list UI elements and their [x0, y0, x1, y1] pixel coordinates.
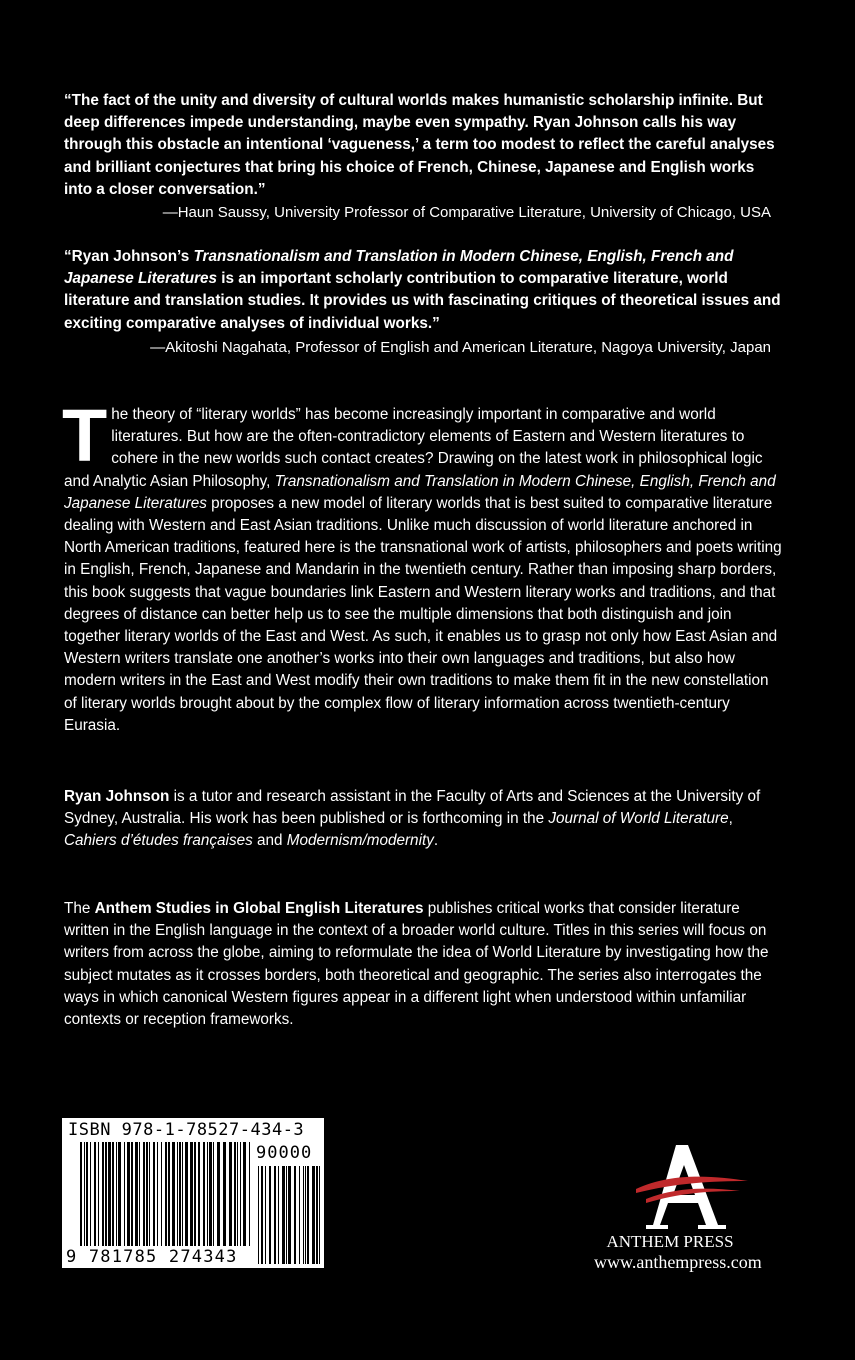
- barcode-bar: [237, 1142, 238, 1246]
- quote-nagahata-open: “Ryan Johnson’s: [64, 248, 194, 265]
- barcode-bar: [243, 1142, 246, 1246]
- barcode-bar: [299, 1166, 300, 1264]
- barcode-bar: [86, 1142, 88, 1246]
- barcode-bar: [198, 1142, 200, 1246]
- book-description: [62, 394, 784, 737]
- publisher-url[interactable]: www.anthempress.com: [594, 1252, 762, 1272]
- barcode-bar: [265, 1166, 266, 1264]
- barcode-bar: [105, 1142, 107, 1246]
- barcode-bar: [278, 1166, 279, 1264]
- barcode-bar: [116, 1142, 117, 1246]
- barcode-bar: [249, 1142, 250, 1246]
- barcode-bar: [94, 1142, 96, 1246]
- author-bio-end: .: [433, 832, 439, 850]
- series-description: [64, 898, 784, 1031]
- drop-cap: T: [62, 394, 108, 477]
- barcode-bar: [240, 1142, 241, 1246]
- author-bio-text: is a tutor and research assistant in the Faculty of Arts and Sciences at the University of Sydney, Australia. His work has been published or is forthcoming in the: [64, 788, 761, 828]
- barcode-bar: [172, 1142, 175, 1246]
- barcode-bar: [288, 1166, 291, 1264]
- barcode-bar: [165, 1142, 167, 1246]
- barcode-bar: [203, 1142, 205, 1246]
- book-description-part1: he theory of “literary worlds” has become increasingly important in comparative and world literatures. But how are the often-contradictory elements of Eastern and Western literatures to cohere in the new worlds such contact creates? Drawing on the latest work in philosophical logic and Analytic Asian Philosophy,: [64, 406, 763, 490]
- barcode-bar: [108, 1142, 111, 1246]
- barcode-bar: [312, 1166, 315, 1264]
- book-description-part2: proposes a new model of literary worlds that is best suited to comparative literature dealing with Western and East Asian traditions. Unlike much discussion of world literature anchored in North American traditions, featured here is the transnational work of artists, philosophers and poets writing in English, French, Japanese and Mandarin in the twentieth century. Rather than imposing sharp borders, this book suggests that vague boundaries link Eastern and Western literary works and traditions, and that degrees of distance can better help us to see the multiple dimensions that both distinguish and join together literary worlds of the East and West. As such, it enables us to grasp not only how East Asian and Western writers translate one another’s works into their own languages and traditions, but also how modern writers in the East and West modify their own traditions to make them fit in the new constellation of literary worlds brought about by the complex flow of literary information across twentieth-century Eurasia.: [64, 494, 782, 734]
- barcode-bar: [282, 1166, 285, 1264]
- barcode-bar: [143, 1142, 145, 1246]
- price-code: 90000: [256, 1143, 313, 1163]
- quote-nagahata-attribution: —Akitoshi Nagahata, Professor of English and American Literature, Nagoya University, Japan: [150, 339, 771, 356]
- barcode-bar: [153, 1142, 155, 1246]
- barcode-bar: [316, 1166, 318, 1264]
- barcode-bar: [209, 1142, 212, 1246]
- isbn-label: ISBN 978-1-78527-434-3: [68, 1120, 305, 1140]
- barcode-bar: [102, 1142, 104, 1246]
- barcode-bar: [118, 1142, 121, 1246]
- barcode-bar: [135, 1142, 138, 1246]
- barcode-bar: [161, 1142, 162, 1246]
- journal-name: Journal of World Literature: [548, 810, 729, 828]
- author-bio-separator: ,: [728, 810, 733, 828]
- barcode-bar: [269, 1166, 271, 1264]
- barcode-bar: [185, 1142, 188, 1246]
- quote-saussy-attribution: —Haun Saussy, University Professor of Comparative Literature, University of Chicago, USA: [162, 204, 771, 221]
- barcode-bar: [274, 1166, 276, 1264]
- series-description-pre: The: [64, 900, 95, 917]
- isbn-barcode: [62, 1118, 324, 1268]
- publisher-name: ANTHEM PRESS: [606, 1232, 734, 1251]
- barcode-bar: [286, 1166, 287, 1264]
- barcode-bar: [179, 1142, 181, 1246]
- barcode-bar: [229, 1142, 232, 1246]
- barcode-bar: [124, 1142, 125, 1246]
- barcode-bar: [146, 1142, 148, 1246]
- author-bio-separator: and: [252, 832, 287, 850]
- ean-digits: 9 781785 274343: [66, 1247, 238, 1267]
- barcode-bar: [98, 1142, 99, 1246]
- barcode-bar: [182, 1142, 183, 1246]
- barcode-bar: [112, 1142, 114, 1246]
- barcode-bar: [223, 1142, 226, 1246]
- barcode-bar: [307, 1166, 309, 1264]
- author-bio: [64, 786, 784, 853]
- barcode-bar: [177, 1142, 178, 1246]
- barcode-bar: [131, 1142, 133, 1246]
- barcode-bar: [234, 1142, 236, 1246]
- barcode-bar: [80, 1142, 82, 1246]
- barcode-bar: [127, 1142, 130, 1246]
- barcode-bar: [207, 1142, 208, 1246]
- barcode-bar: [303, 1166, 304, 1264]
- barcode-bar: [217, 1142, 220, 1246]
- series-description-text: publishes critical works that consider literature written in the English language in the context of a broader world culture. Titles in this series will focus on writers from across the globe, aiming to reformulate the idea of World Literature by investigating how the subject mutates as it crosses borders, both theoretical and geographic. The series also interrogates the ways in which canonical Western figures appear in a different light when understood within unfamiliar contexts or reception frameworks.: [64, 900, 769, 1029]
- journal-name: Cahiers d’études françaises: [64, 832, 253, 850]
- barcode-bar: [190, 1142, 193, 1246]
- barcode-bar: [84, 1142, 85, 1246]
- author-name: Ryan Johnson: [64, 788, 170, 805]
- barcode-bar: [305, 1166, 306, 1264]
- barcode-bar: [258, 1166, 259, 1264]
- barcode-bar: [294, 1166, 296, 1264]
- barcode-bar: [213, 1142, 214, 1246]
- journal-name: Modernism/modernity: [286, 832, 434, 850]
- barcode-bar: [168, 1142, 170, 1246]
- barcode-bar: [139, 1142, 140, 1246]
- barcode-bar: [261, 1166, 263, 1264]
- barcode-bar: [149, 1142, 150, 1246]
- barcode-bar: [319, 1166, 320, 1264]
- barcode-bar: [90, 1142, 91, 1246]
- quote-nagahata-book-title: Transnationalism and Translation in Modern Chinese, English, French and Japanese Literatures: [64, 248, 734, 288]
- series-name: Anthem Studies in Global English Literatures: [94, 900, 424, 917]
- quote-saussy: “The fact of the unity and diversity of cultural worlds makes humanistic scholarship infinite. But deep differences impede understanding, maybe even sympathy. Ryan Johnson calls his way through this obstacle an intentional ‘vagueness,’ a term too modest to reflect the careful analyses and brilliant conjectures that bring his choice of French, Chinese, Japanese and English works into a closer conversation.”: [64, 92, 775, 198]
- quote-nagahata-rest: is an important scholarly contribution to comparative literature, world literature and translation studies. It provides us with fascinating critiques of theoretical issues and exciting comparative analyses of individual works.”: [64, 270, 781, 332]
- barcode-bar: [157, 1142, 158, 1246]
- quote-nagahata: [64, 246, 784, 335]
- barcode-bar: [194, 1142, 196, 1246]
- book-description-title: Transnationalism and Translation in Modern Chinese, English, French and Japanese Literatures: [64, 472, 776, 512]
- barcode-bars: [62, 1118, 324, 1268]
